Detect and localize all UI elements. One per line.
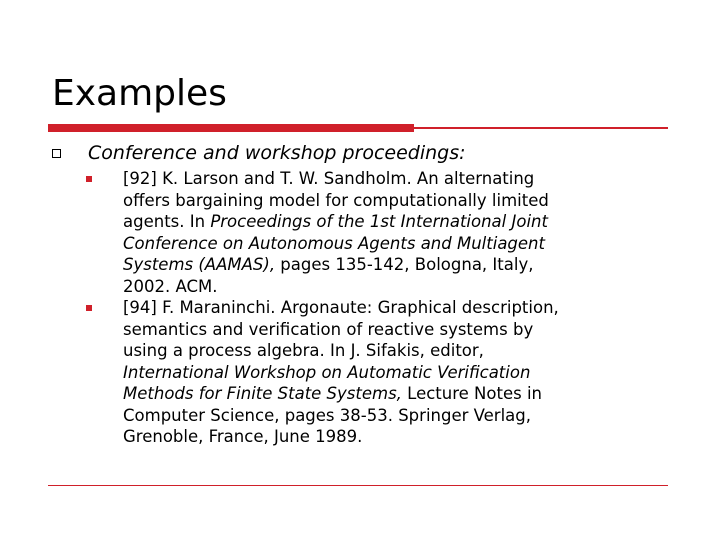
reference-text: pages 135-142, Bologna, Italy,: [275, 255, 534, 274]
reference-text: using a process algebra. In J. Sifakis, editor,: [123, 341, 484, 360]
reference-line: [123, 254, 676, 276]
reference-item: [86, 297, 676, 448]
reference-text: International Workshop on Automatic Verification: [123, 362, 531, 382]
red-square-bullet-icon: [86, 176, 92, 182]
reference-text: agents. In: [123, 212, 211, 231]
reference-text: Computer Science, pages 38-53. Springer Verlag,: [123, 405, 531, 425]
reference-list: [86, 168, 676, 448]
title-underline-thick: [48, 124, 414, 132]
reference-line: [123, 168, 676, 190]
reference-line: [123, 362, 676, 384]
reference-line: [123, 426, 676, 448]
reference-text: Conference on Autonomous Agents and Multiagent: [123, 233, 545, 253]
reference-line: [123, 190, 676, 212]
reference-line: [123, 233, 676, 255]
slide-title: Examples: [52, 73, 227, 114]
reference-line: [123, 276, 676, 298]
reference-line: [123, 340, 676, 362]
bullet-level1-text: Conference and workshop proceedings:: [88, 142, 466, 164]
reference-line: [123, 297, 676, 319]
reference-text: [92] K. Larson and T. W. Sandholm. An alternating: [123, 169, 535, 188]
title-underline-thin: [414, 127, 668, 129]
reference-text: Proceedings of the 1st International Joint: [210, 212, 548, 231]
reference-text: semantics and verification of reactive systems by: [123, 319, 534, 339]
reference-item: [86, 168, 676, 297]
reference-text: Methods for Finite State Systems,: [123, 384, 402, 403]
reference-line: [123, 383, 676, 405]
reference-text: [94] F. Maraninchi. Argonaute: Graphical description,: [123, 298, 559, 317]
reference-text: Systems (AAMAS),: [123, 255, 276, 274]
footer-rule: [48, 485, 668, 486]
hollow-square-bullet-icon: [52, 149, 61, 158]
reference-text: offers bargaining model for computationally limited: [123, 190, 549, 210]
reference-line: [123, 319, 676, 341]
reference-text: Lecture Notes in: [401, 384, 542, 403]
reference-line: [123, 405, 676, 427]
reference-text: 2002. ACM.: [123, 276, 218, 296]
reference-line: [123, 211, 676, 233]
red-square-bullet-icon: [86, 305, 92, 311]
reference-text: Grenoble, France, June 1989.: [123, 427, 363, 446]
